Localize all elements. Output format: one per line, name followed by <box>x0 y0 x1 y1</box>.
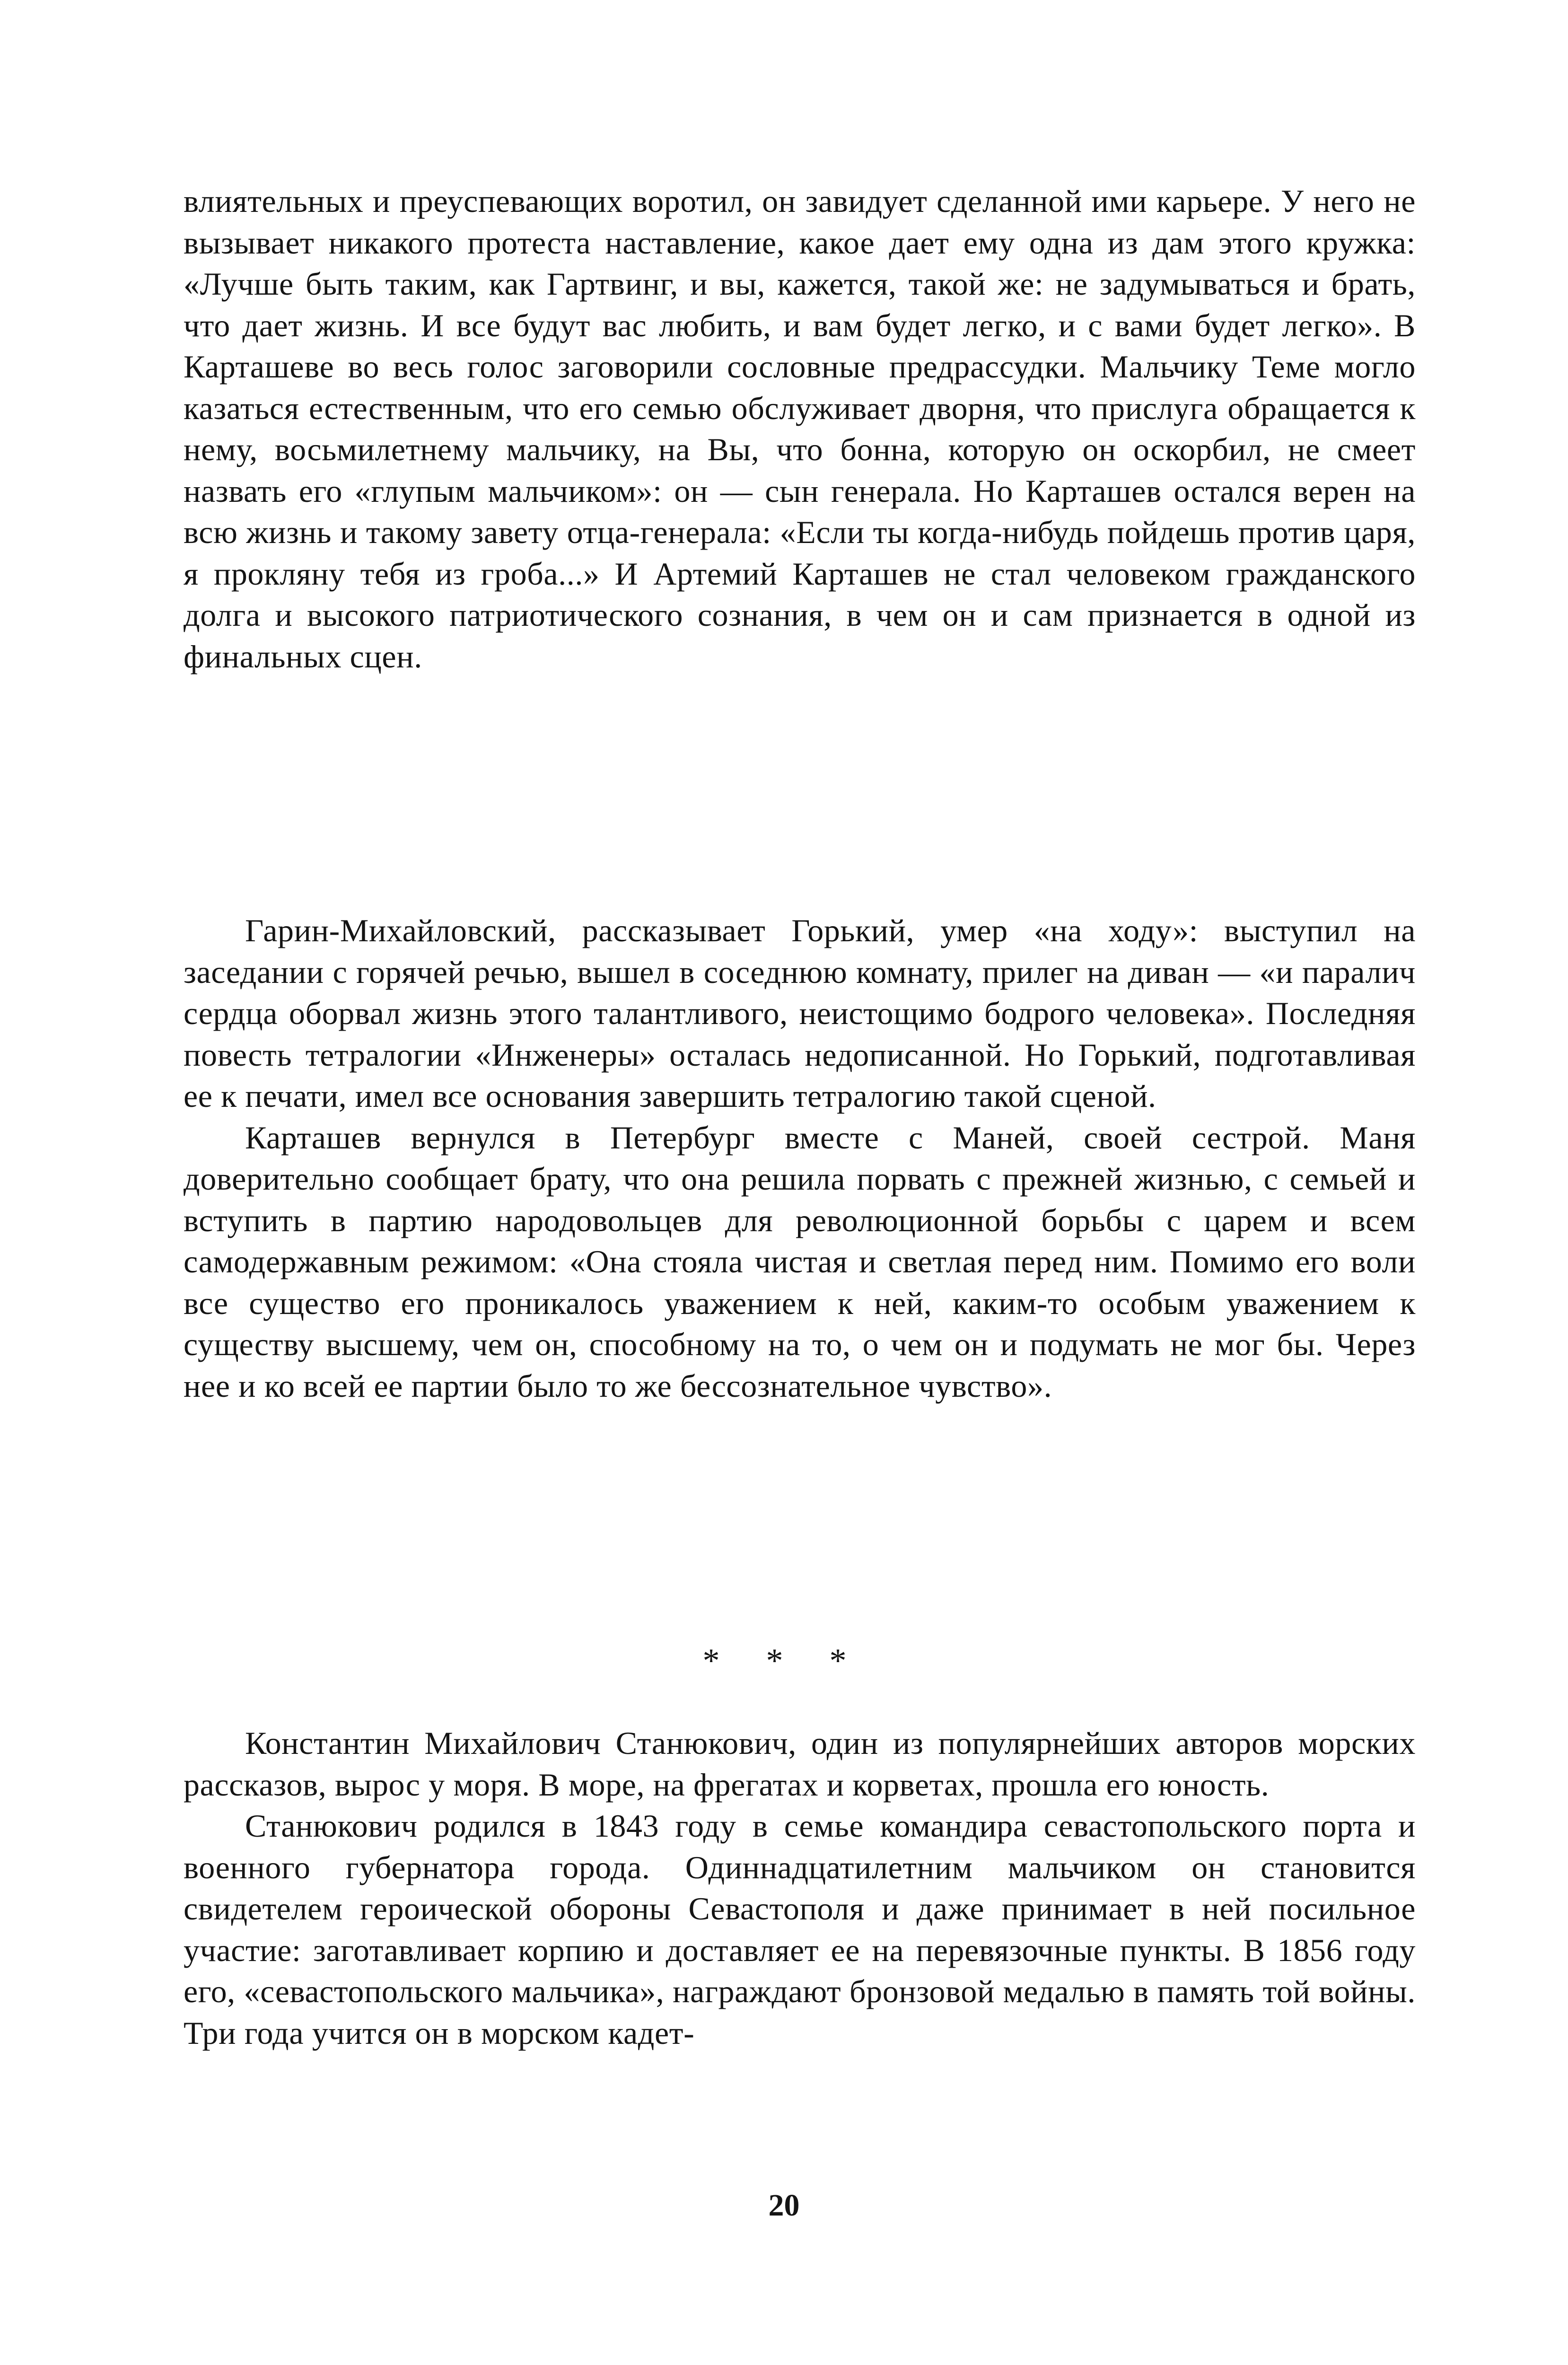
paragraph-kartashev-manya: Карташев вернулся в Петербург вместе с Маней, своей сестрой. Маня доверительно сообщает брату, что она решила порвать с прежней жизнью, с семьей и вступить в партию народовольцев для революционной борьбы с царем и всем самодержавным режимом: «Она стояла чистая и светлая перед ним. Помимо его воли все существо его проникалось уважением к ней, каким-то особым уважением к существу высшему, чем он, способному на то, о чем он и подумать не мог бы. Через нее и ко всей ее партии было то же бессознательное чувство». <box>184 1119 1416 1404</box>
text-section-1 <box>184 181 1416 677</box>
paragraph-stanyukovich-intro: Константин Михайлович Станюкович, один из популярнейших авторов морских рассказов, вырос у моря. В море, на фрегатах и корветах, прошла его юность. <box>184 1725 1416 1803</box>
section-separator: * * * <box>702 1642 866 1680</box>
paragraph-continuation: влиятельных и преуспевающих воротил, он завидует сделанной ими карьере. У него не вызывает никакого протеста наставление, какое дает ему одна из дам этого кружка: «Лучше быть таким, как Гартвинг, и вы, кажется, такой же: не задумываться и брать, что дает жизнь. И все будут вас любить, и вам будет легко, и с вами будет легко». В Карташеве во весь голос заговорили сословные предрассудки. Мальчику Теме могло казаться естественным, что его семью обслуживает дворня, что прислуга обращается к нему, восьмилетнему мальчику, на Вы, что бонна, которую он оскорбил, не смеет назвать его «глупым мальчиком»: он — сын генерала. Но Карташев остался верен на всю жизнь и такому завету отца-генерала: «Если ты когда-нибудь пойдешь против царя, я прокляну тебя из гроба...» И Артемий Карташев не стал человеком гражданского долга и высокого патриотического сознания, в чем он и сам признается в одной из финальных сцен. <box>184 183 1416 674</box>
text-section-3 <box>184 1723 1416 2054</box>
page-number: 20 <box>768 2188 800 2223</box>
text-section-2 <box>184 910 1416 1407</box>
paragraph-stanyukovich-bio: Станюкович родился в 1843 году в семье командира севастопольского порта и военного губернатора города. Одиннадцатилетним мальчиком он становится свидетелем героической обороны Севастополя и даже принимает в ней посильное участие: заготавливает корпию и доставляет ее на перевязочные пункты. В 1856 году его, «севастопольского мальчика», награждают бронзовой медалью в память той войны. Три года учится он в морском кадет- <box>184 1808 1416 2051</box>
paragraph-garin-death: Гарин-Михайловский, рассказывает Горький, умер «на ходу»: выступил на заседании с горячей речью, вышел в соседнюю комнату, прилег на диван — «и паралич сердца оборвал жизнь этого талантливого, неистощимо бодрого человека». Последняя повесть тетралогии «Инженеры» осталась недописанной. Но Горький, подготавливая ее к печати, имел все основания завершить тетралогию такой сценой. <box>184 912 1416 1114</box>
